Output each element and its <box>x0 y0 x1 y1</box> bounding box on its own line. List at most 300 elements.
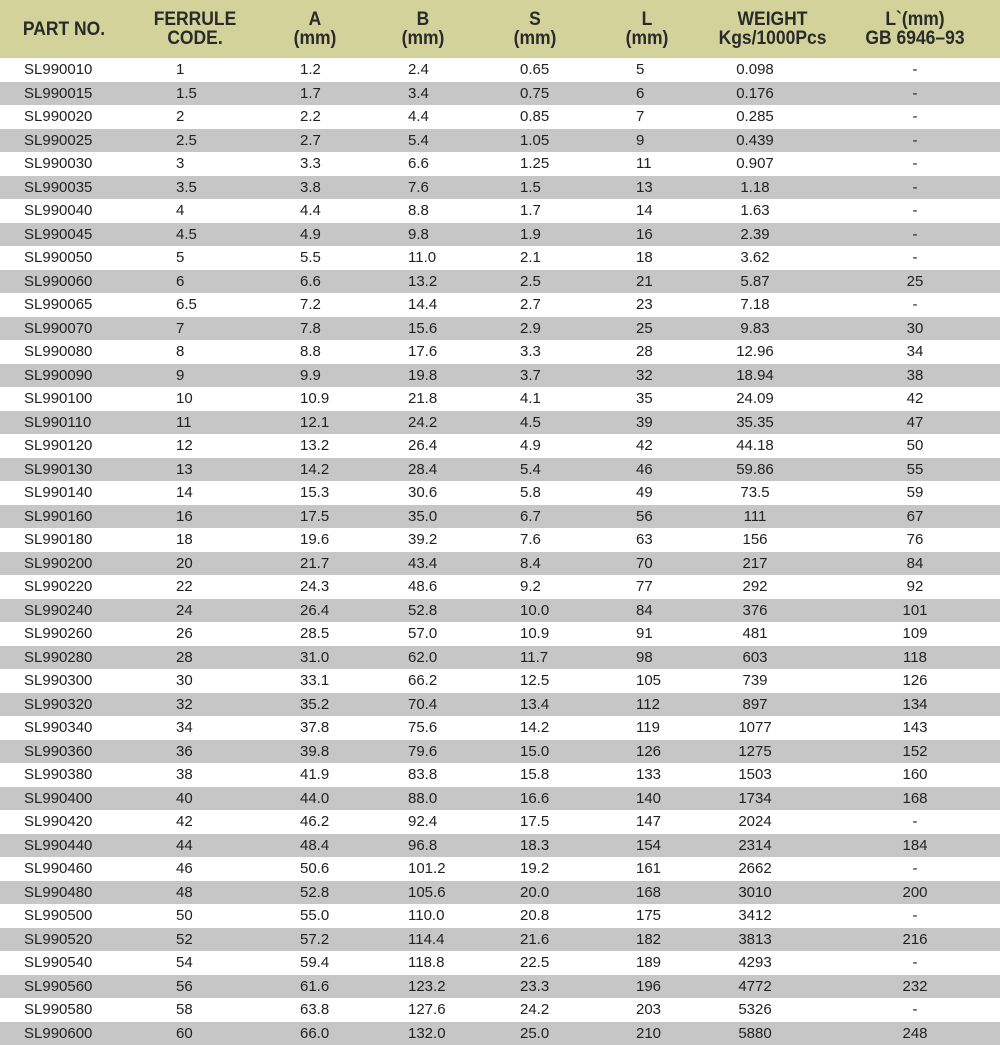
cell-w: 1.18 <box>740 178 770 196</box>
cell-lg: - <box>912 61 918 78</box>
cell-lg: 152 <box>902 742 928 760</box>
header-l-label: L <box>641 9 653 30</box>
cell-a: 50.6 <box>300 860 330 877</box>
cell-s: 3.3 <box>520 343 541 360</box>
cell-a: 8.8 <box>300 343 321 360</box>
cell-part: SL990050 <box>24 249 93 266</box>
cell-b: 66.2 <box>408 672 438 689</box>
table-row <box>0 387 1000 411</box>
cell-w: 1734 <box>738 789 772 807</box>
cell-w: 4772 <box>738 977 772 995</box>
cell-code: 3 <box>176 155 185 172</box>
cell-lg: - <box>912 202 918 219</box>
cell-a: 48.4 <box>300 836 330 854</box>
cell-a: 14.2 <box>300 460 330 478</box>
cell-b: 43.4 <box>408 554 438 572</box>
cell-w: 12.96 <box>736 343 774 360</box>
cell-s: 21.6 <box>520 930 550 948</box>
cell-l: 13 <box>636 178 653 196</box>
table-row <box>0 58 1000 82</box>
cell-l: 91 <box>636 625 653 642</box>
cell-l: 98 <box>636 648 653 666</box>
cell-lg: 34 <box>906 343 924 360</box>
cell-s: 18.3 <box>520 836 550 854</box>
cell-w: 0.907 <box>736 155 774 172</box>
cell-part: SL990500 <box>24 907 93 924</box>
header-b <box>382 0 465 58</box>
cell-w: 603 <box>742 648 768 666</box>
table-row <box>0 928 1000 952</box>
cell-code: 50 <box>176 907 193 924</box>
table-row <box>0 317 1000 341</box>
cell-code: 24 <box>176 601 193 619</box>
cell-l: 18 <box>636 249 653 266</box>
cell-b: 24.2 <box>408 413 438 431</box>
cell-code: 46 <box>176 860 193 877</box>
cell-lg: 248 <box>902 1024 928 1042</box>
cell-a: 44.0 <box>300 789 330 807</box>
cell-b: 4.4 <box>408 108 429 125</box>
cell-code: 9 <box>176 366 185 384</box>
cell-l: 133 <box>636 766 662 783</box>
cell-w: 3813 <box>738 930 772 948</box>
cell-w: 73.5 <box>740 484 770 501</box>
cell-a: 15.3 <box>300 484 330 501</box>
table-row <box>0 481 1000 505</box>
cell-l: 11 <box>636 155 652 172</box>
cell-s: 20.8 <box>520 907 550 924</box>
cell-l: 49 <box>636 484 653 501</box>
cell-code: 34 <box>176 719 193 736</box>
cell-w: 44.18 <box>736 437 774 454</box>
table-row <box>0 716 1000 740</box>
header-l-gb <box>855 0 975 58</box>
cell-s: 0.75 <box>520 84 550 102</box>
cell-s: 0.65 <box>520 61 550 78</box>
cell-code: 6.5 <box>176 296 197 313</box>
cell-w: 18.94 <box>736 366 774 384</box>
table-row <box>0 599 1000 623</box>
cell-w: 0.439 <box>736 131 774 149</box>
table-row <box>0 105 1000 129</box>
cell-l: 210 <box>636 1024 662 1042</box>
table-row <box>0 152 1000 176</box>
cell-lg: 109 <box>902 625 928 642</box>
cell-w: 4293 <box>738 954 772 971</box>
table-row <box>0 998 1000 1022</box>
table-row <box>0 646 1000 670</box>
cell-lg: 50 <box>906 437 924 454</box>
cell-b: 3.4 <box>408 84 429 102</box>
cell-w: 481 <box>742 625 768 642</box>
cell-l: 28 <box>636 343 653 360</box>
cell-l: 140 <box>636 789 662 807</box>
cell-part: SL990520 <box>24 930 93 948</box>
cell-part: SL990040 <box>24 202 93 219</box>
cell-a: 1.7 <box>300 84 321 102</box>
cell-a: 1.2 <box>300 61 321 78</box>
cell-s: 4.5 <box>520 413 541 431</box>
cell-l: 112 <box>636 695 660 713</box>
table-row <box>0 669 1000 693</box>
cell-l: 35 <box>636 390 653 407</box>
cell-a: 17.5 <box>300 507 330 525</box>
cell-s: 15.0 <box>520 742 550 760</box>
table-row <box>0 246 1000 270</box>
cell-b: 79.6 <box>408 742 438 760</box>
cell-code: 4 <box>176 202 185 219</box>
cell-a: 39.8 <box>300 742 330 760</box>
cell-l: 6 <box>636 84 645 102</box>
cell-code: 18 <box>176 531 193 548</box>
cell-a: 13.2 <box>300 437 330 454</box>
cell-lg: - <box>912 1001 918 1018</box>
header-weight-label: WEIGHT <box>737 9 808 30</box>
table-row <box>0 904 1000 928</box>
header-s <box>494 0 577 58</box>
cell-part: SL990130 <box>24 460 93 478</box>
cell-a: 33.1 <box>300 672 330 689</box>
cell-s: 11.7 <box>520 648 549 666</box>
header-l-unit: (mm) <box>625 28 669 49</box>
cell-w: 292 <box>742 578 768 595</box>
cell-code: 26 <box>176 625 193 642</box>
cell-l: 46 <box>636 460 653 478</box>
header-code-label: CODE. <box>167 28 223 49</box>
cell-part: SL990540 <box>24 954 93 971</box>
cell-s: 22.5 <box>520 954 550 971</box>
cell-b: 2.4 <box>408 61 429 78</box>
table-row <box>0 293 1000 317</box>
cell-l: 63 <box>636 531 653 548</box>
cell-s: 14.2 <box>520 719 550 736</box>
cell-b: 15.6 <box>408 319 438 337</box>
cell-s: 25.0 <box>520 1024 550 1042</box>
cell-l: 39 <box>636 413 653 431</box>
cell-b: 26.4 <box>408 437 438 454</box>
cell-part: SL990065 <box>24 296 93 313</box>
cell-part: SL990100 <box>24 390 93 407</box>
cell-a: 59.4 <box>300 954 330 971</box>
cell-a: 26.4 <box>300 601 330 619</box>
header-part-no-label: PART NO. <box>22 18 106 40</box>
cell-part: SL990600 <box>24 1024 93 1042</box>
header-ferrule-label: FERRULE <box>153 9 237 30</box>
cell-code: 58 <box>176 1001 193 1018</box>
header-a-unit: (mm) <box>293 28 337 49</box>
cell-lg: 143 <box>902 719 928 736</box>
cell-s: 10.9 <box>520 625 550 642</box>
table-row <box>0 834 1000 858</box>
cell-b: 21.8 <box>408 390 438 407</box>
cell-a: 6.6 <box>300 272 321 290</box>
cell-lg: 47 <box>906 413 924 431</box>
cell-a: 37.8 <box>300 719 330 736</box>
cell-b: 14.4 <box>408 296 438 313</box>
cell-s: 17.5 <box>520 813 550 830</box>
cell-a: 21.7 <box>300 554 330 572</box>
table-row <box>0 975 1000 999</box>
table-row <box>0 223 1000 247</box>
cell-part: SL990035 <box>24 178 93 196</box>
cell-code: 42 <box>176 813 193 830</box>
header-weight <box>706 0 839 58</box>
cell-code: 11 <box>176 413 192 431</box>
cell-lg: 126 <box>902 672 928 689</box>
cell-w: 0.098 <box>736 61 774 78</box>
cell-part: SL990030 <box>24 155 93 172</box>
table-body <box>0 58 1000 1045</box>
cell-lg: - <box>912 131 918 149</box>
cell-w: 2024 <box>738 813 772 830</box>
cell-l: 182 <box>636 930 662 948</box>
cell-part: SL990240 <box>24 601 93 619</box>
cell-l: 175 <box>636 907 662 924</box>
cell-part: SL990015 <box>24 84 93 102</box>
cell-l: 154 <box>636 836 662 854</box>
header-s-unit: (mm) <box>513 28 557 49</box>
cell-l: 42 <box>636 437 653 454</box>
cell-s: 1.7 <box>520 202 541 219</box>
cell-l: 147 <box>636 813 662 830</box>
cell-s: 9.2 <box>520 578 541 595</box>
cell-l: 105 <box>636 672 662 689</box>
cell-s: 3.7 <box>520 366 541 384</box>
cell-lg: - <box>912 155 918 172</box>
cell-lg: 160 <box>902 766 928 783</box>
cell-b: 92.4 <box>408 813 438 830</box>
cell-code: 30 <box>176 672 193 689</box>
table-row <box>0 411 1000 435</box>
cell-s: 5.4 <box>520 460 541 478</box>
cell-s: 0.85 <box>520 108 550 125</box>
cell-code: 22 <box>176 578 193 595</box>
table-row <box>0 82 1000 106</box>
cell-a: 4.9 <box>300 225 321 243</box>
cell-a: 2.2 <box>300 108 321 125</box>
cell-lg: - <box>912 954 918 971</box>
cell-a: 3.8 <box>300 178 321 196</box>
cell-code: 32 <box>176 695 193 713</box>
header-l-gb-standard: GB 6946–93 <box>865 28 965 49</box>
table-row <box>0 787 1000 811</box>
cell-b: 13.2 <box>408 272 438 290</box>
cell-part: SL990220 <box>24 578 93 595</box>
header-l <box>606 0 689 58</box>
cell-part: SL990020 <box>24 108 93 125</box>
cell-w: 739 <box>742 672 768 689</box>
header-b-label: B <box>416 9 430 30</box>
header-ferrule-code <box>144 0 245 58</box>
cell-code: 5 <box>176 249 185 266</box>
cell-code: 12 <box>176 437 193 454</box>
cell-lg: 200 <box>902 883 928 901</box>
cell-l: 9 <box>636 131 645 149</box>
cell-lg: - <box>912 296 918 313</box>
cell-a: 7.8 <box>300 319 321 337</box>
table-row <box>0 763 1000 787</box>
cell-a: 4.4 <box>300 202 321 219</box>
cell-l: 77 <box>636 578 653 595</box>
cell-l: 32 <box>636 366 653 384</box>
cell-a: 12.1 <box>300 413 330 431</box>
cell-w: 5.87 <box>740 272 770 290</box>
cell-s: 8.4 <box>520 554 541 572</box>
cell-s: 20.0 <box>520 883 550 901</box>
cell-part: SL990070 <box>24 319 93 337</box>
cell-a: 35.2 <box>300 695 330 713</box>
cell-code: 1.5 <box>176 84 197 102</box>
cell-b: 30.6 <box>408 484 438 501</box>
table-row <box>0 575 1000 599</box>
cell-s: 5.8 <box>520 484 541 501</box>
table-row <box>0 129 1000 153</box>
cell-lg: 168 <box>902 789 928 807</box>
cell-s: 2.9 <box>520 319 541 337</box>
cell-lg: - <box>912 860 918 877</box>
cell-l: 126 <box>636 742 662 760</box>
header-s-label: S <box>529 9 541 30</box>
cell-code: 60 <box>176 1024 193 1042</box>
cell-w: 1077 <box>738 719 772 736</box>
cell-b: 5.4 <box>408 131 429 149</box>
cell-lg: 118 <box>903 648 927 666</box>
cell-b: 96.8 <box>408 836 438 854</box>
cell-b: 105.6 <box>408 883 446 901</box>
cell-code: 36 <box>176 742 193 760</box>
cell-b: 83.8 <box>408 766 438 783</box>
cell-a: 66.0 <box>300 1024 330 1042</box>
cell-s: 1.25 <box>520 155 550 172</box>
cell-l: 196 <box>636 977 662 995</box>
cell-lg: 184 <box>902 836 928 854</box>
cell-code: 16 <box>176 507 193 525</box>
cell-part: SL990420 <box>24 813 93 830</box>
cell-b: 57.0 <box>408 625 438 642</box>
cell-b: 88.0 <box>408 789 438 807</box>
cell-w: 3412 <box>738 907 772 924</box>
table-row <box>0 505 1000 529</box>
cell-a: 10.9 <box>300 390 330 407</box>
cell-lg: 216 <box>902 930 928 948</box>
cell-a: 46.2 <box>300 813 330 830</box>
cell-a: 41.9 <box>300 766 330 783</box>
cell-w: 2314 <box>738 836 772 854</box>
cell-b: 35.0 <box>408 507 438 525</box>
cell-part: SL990400 <box>24 789 93 807</box>
cell-part: SL990460 <box>24 860 93 877</box>
cell-lg: 232 <box>902 977 928 995</box>
cell-w: 111 <box>743 507 767 525</box>
cell-l: 5 <box>636 61 645 78</box>
cell-s: 2.7 <box>520 296 541 313</box>
cell-w: 9.83 <box>740 319 770 337</box>
cell-b: 70.4 <box>408 695 438 713</box>
cell-part: SL990060 <box>24 272 93 290</box>
table-row <box>0 693 1000 717</box>
table-row <box>0 270 1000 294</box>
cell-code: 3.5 <box>176 178 197 196</box>
cell-s: 1.05 <box>520 131 550 149</box>
cell-w: 0.285 <box>736 108 774 125</box>
cell-part: SL990580 <box>24 1001 93 1018</box>
table-row <box>0 434 1000 458</box>
cell-b: 39.2 <box>408 531 438 548</box>
table-header <box>0 0 1000 58</box>
cell-s: 24.2 <box>520 1001 550 1018</box>
cell-l: 189 <box>636 954 662 971</box>
cell-b: 114.4 <box>408 930 445 948</box>
cell-part: SL990480 <box>24 883 93 901</box>
cell-b: 7.6 <box>408 178 429 196</box>
cell-s: 6.7 <box>520 507 541 525</box>
cell-s: 1.9 <box>520 225 541 243</box>
cell-l: 119 <box>636 719 660 736</box>
cell-w: 35.35 <box>736 413 774 431</box>
cell-part: SL990140 <box>24 484 93 501</box>
table-row <box>0 199 1000 223</box>
cell-lg: 38 <box>906 366 924 384</box>
cell-b: 11.0 <box>408 249 437 266</box>
cell-lg: 84 <box>906 554 924 572</box>
cell-w: 3010 <box>738 883 772 901</box>
cell-code: 44 <box>176 836 193 854</box>
cell-b: 62.0 <box>408 648 438 666</box>
cell-code: 40 <box>176 789 193 807</box>
cell-w: 0.176 <box>736 84 774 102</box>
cell-w: 156 <box>742 531 768 548</box>
cell-w: 5326 <box>738 1001 772 1018</box>
cell-w: 3.62 <box>740 249 770 266</box>
cell-lg: 55 <box>906 460 924 478</box>
cell-l: 21 <box>636 272 653 290</box>
cell-lg: - <box>912 249 918 266</box>
cell-lg: - <box>912 907 918 924</box>
cell-w: 217 <box>742 554 768 572</box>
cell-a: 7.2 <box>300 296 321 313</box>
cell-l: 161 <box>636 860 662 877</box>
cell-a: 55.0 <box>300 907 330 924</box>
cell-part: SL990560 <box>24 977 93 995</box>
cell-part: SL990440 <box>24 836 93 854</box>
cell-a: 57.2 <box>300 930 330 948</box>
table-row <box>0 458 1000 482</box>
cell-l: 16 <box>636 225 653 243</box>
cell-code: 38 <box>176 766 193 783</box>
cell-part: SL990340 <box>24 719 93 736</box>
cell-code: 52 <box>176 930 193 948</box>
cell-b: 48.6 <box>408 578 438 595</box>
cell-b: 28.4 <box>408 460 438 478</box>
cell-a: 61.6 <box>300 977 330 995</box>
header-weight-unit: Kgs/1000Pcs <box>718 28 827 49</box>
cell-part: SL990025 <box>24 131 93 149</box>
cell-part: SL990110 <box>24 413 92 431</box>
cell-lg: - <box>912 108 918 125</box>
cell-lg: - <box>912 178 918 196</box>
cell-s: 10.0 <box>520 601 550 619</box>
cell-w: 5880 <box>738 1024 772 1042</box>
cell-code: 28 <box>176 648 193 666</box>
cell-code: 13 <box>176 460 193 478</box>
cell-s: 1.5 <box>520 178 541 196</box>
cell-w: 376 <box>742 601 768 619</box>
cell-w: 1.63 <box>740 202 770 219</box>
table-row <box>0 176 1000 200</box>
cell-s: 15.8 <box>520 766 550 783</box>
cell-l: 7 <box>636 108 645 125</box>
header-l-gb-label: L`(mm) <box>885 9 945 30</box>
